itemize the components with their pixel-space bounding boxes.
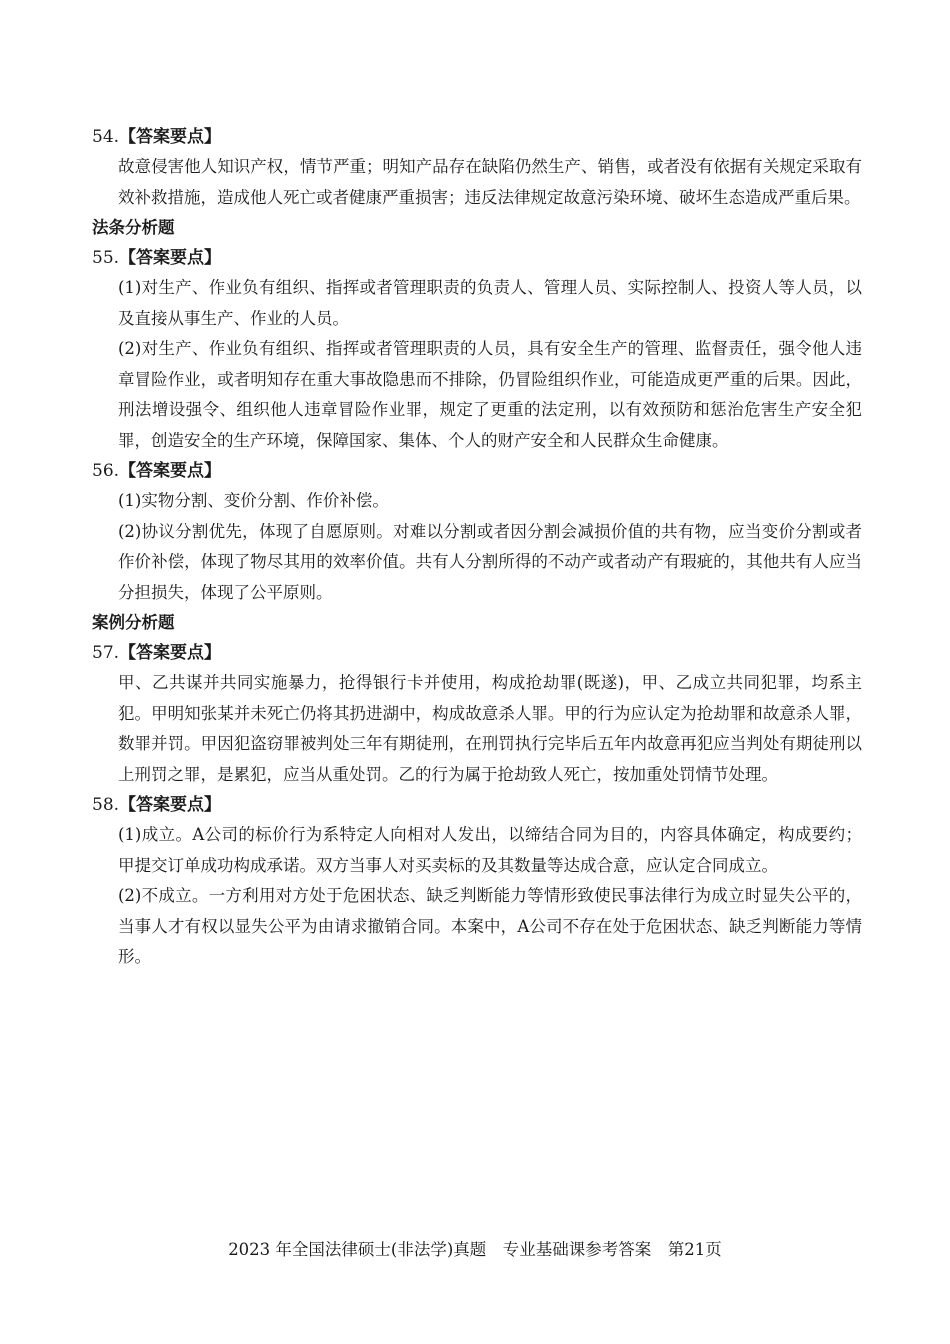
section-heading: 法条分析题 [92, 218, 175, 237]
question-number: 54. [92, 127, 120, 147]
answer-paragraph: (2)不成立。一方利用对方处于危困状态、缺乏判断能力等情形致使民事法律行为成立时显失公平的，当事人才有权以显失公平为由请求撤销合同。本案中，A公司不存在处于危困状态、缺乏判断能力等情形。 [118, 886, 862, 966]
answer-paragraph: (1)成立。A公司的标价行为系特定人向相对人发出，以缔结合同为目的，内容具体确定，构成要约；甲提交订单成功构成承诺。双方当事人对买卖标的及其数量等达成合意，应认定合同成立。 [118, 825, 862, 875]
answer-label: 【答案要点】 [119, 643, 222, 663]
question-heading [92, 243, 862, 273]
question-heading [92, 456, 862, 486]
answer-paragraph: 故意侵害他人知识产权，情节严重；明知产品存在缺陷仍然生产、销售，或者没有依据有关规定采取有效补救措施，造成他人死亡或者健康严重损害；违反法律规定故意污染环境、破坏生态造成严重后果。 [118, 157, 862, 207]
question-heading [92, 638, 862, 668]
answer-paragraph: (2)协议分割优先，体现了自愿原则。对难以分割或者因分割会减损价值的共有物，应当变价分割或者作价补偿，体现了物尽其用的效率价值。共有人分割所得的不动产或者动产有瑕疵的，其他共有人应当分担损失，体现了公平原则。 [118, 521, 862, 602]
answer-label: 【答案要点】 [119, 795, 222, 815]
question-heading [92, 122, 862, 152]
answer-paragraph: (2)对生产、作业负有组织、指挥或者管理职责的人员，具有安全生产的管理、监督责任，强令他人违章冒险作业，或者明知存在重大事故隐患而不排除，仍冒险组织作业，可能造成更严重的后果。因此，刑法增设强令、组织他人违章冒险作业罪，规定了更重的法定刑，以有效预防和惩治危害生产安全犯罪，创造安全的生产环境，保障国家、集体、个人的财产安全和人民群众生命健康。 [118, 339, 862, 450]
answer-paragraph: (1)对生产、作业负有组织、指挥或者管理职责的负责人、管理人员、实际控制人、投资人等人员，以及直接从事生产、作业的人员。 [118, 278, 862, 328]
page-footer: 2023 年全国法律硕士(非法学)真题 专业基础课参考答案 第21页 [228, 1240, 722, 1259]
answer-paragraph: (1)实物分割、变价分割、作价补偿。 [118, 491, 389, 510]
question-number: 55. [92, 248, 120, 268]
answer-label: 【答案要点】 [119, 461, 222, 481]
question-heading [92, 790, 862, 820]
question-number: 56. [92, 461, 120, 481]
answer-paragraph: 甲、乙共谋并共同实施暴力，抢得银行卡并使用，构成抢劫罪(既遂)，甲、乙成立共同犯罪，均系主犯。甲明知张某并未死亡仍将其扔进湖中，构成故意杀人罪。甲的行为应认定为抢劫罪和故意杀人罪，数罪并罚。甲因犯盗窃罪被判处三年有期徒刑，在刑罚执行完毕后五年内故意再犯应当判处有期徒刑以上刑罚之罪，是累犯，应当从重处罚。乙的行为属于抢劫致人死亡，按加重处罚情节处理。 [118, 673, 862, 784]
question-number: 57. [92, 643, 120, 663]
answer-label: 【答案要点】 [119, 127, 222, 147]
question-number: 58. [92, 795, 120, 815]
answer-content [92, 122, 862, 973]
section-heading: 案例分析题 [92, 613, 175, 632]
answer-label: 【答案要点】 [119, 248, 222, 268]
